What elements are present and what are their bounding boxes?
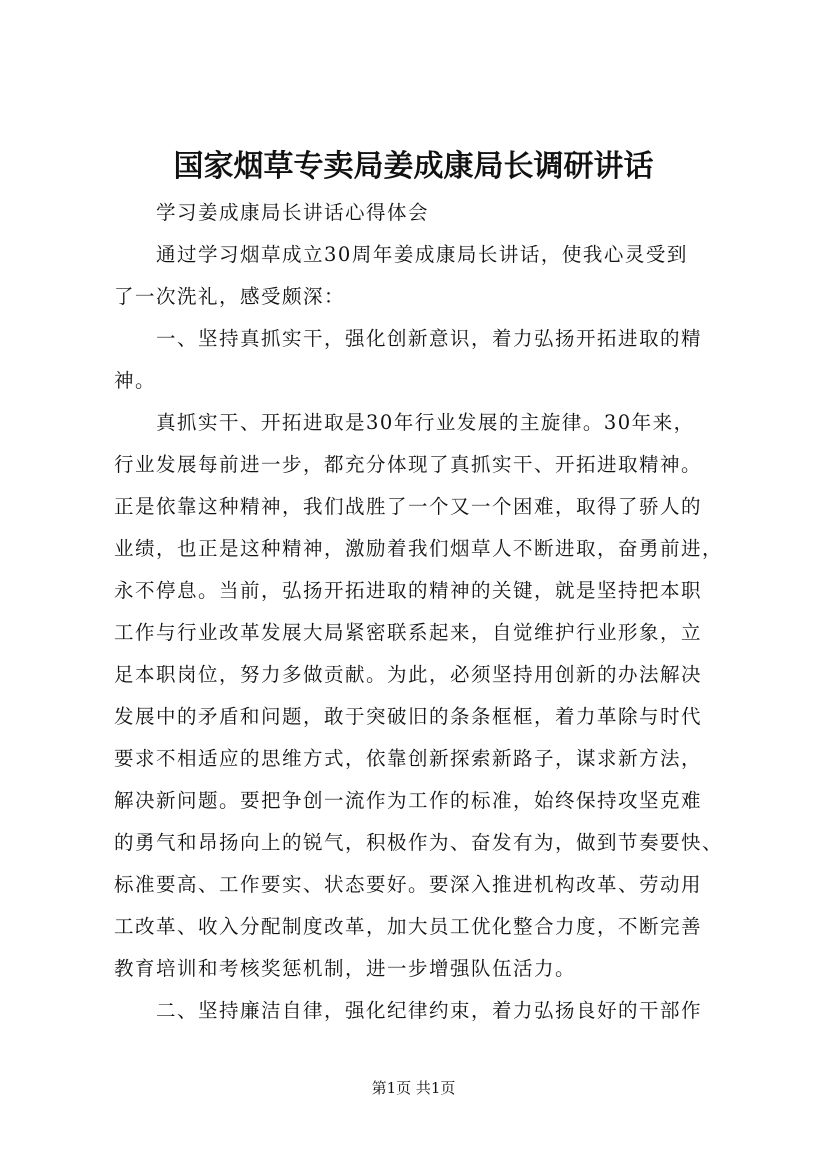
paragraph-line: 通过学习烟草成立30周年姜成康局长讲话，使我心灵受到 [156,243,688,266]
paragraph-line: 解决新问题。要把争创一流作为工作的标准，始终保持攻坚克难 [114,789,703,812]
paragraph-line: 的勇气和昂扬向上的锐气，积极作为、奋发有为，做到节奏要快、 [114,831,724,854]
page-footer: 第1页 共1页 [371,1079,456,1097]
paragraph-line: 永不停息。当前，弘扬开拓进取的精神的关键，就是坚持把本职 [114,579,703,602]
paragraph-line: 标准要高、工作要实、状态要好。要深入推进机构改革、劳动用 [114,873,703,896]
paragraph-line: 了一次洗礼，感受颇深： [114,285,346,308]
paragraph-line: 发展中的矛盾和问题，敢于突破旧的条条框框，着力革除与时代 [114,705,703,728]
document-title: 国家烟草专卖局姜成康局长调研讲话 [173,149,654,184]
section-heading-line: 神。 [114,369,157,392]
paragraph-line: 业绩，也正是这种精神，激励着我们烟草人不断进取，奋勇前进， [114,537,724,560]
section-heading-line: 二、坚持廉洁自律，强化纪律约束，着力弘扬良好的干部作 [156,999,703,1022]
subtitle-line: 学习姜成康局长讲话心得体会 [156,201,430,224]
paragraph-line: 工作与行业改革发展大局紧密联系起来，自觉维护行业形象，立 [114,621,703,644]
paragraph-line: 教育培训和考核奖惩机制，进一步增强队伍活力。 [114,957,577,980]
section-heading-line: 一、坚持真抓实干，强化创新意识，着力弘扬开拓进取的精 [156,327,703,350]
paragraph-line: 真抓实干、开拓进取是30年行业发展的主旋律。30年来， [156,411,695,434]
paragraph-line: 足本职岗位，努力多做贡献。为此，必须坚持用创新的办法解决 [114,663,703,686]
paragraph-line: 正是依靠这种精神，我们战胜了一个又一个困难，取得了骄人的 [114,495,703,518]
paragraph-line: 工改革、收入分配制度改革，加大员工优化整合力度，不断完善 [114,915,703,938]
paragraph-line: 行业发展每前进一步，都充分体现了真抓实干、开拓进取精神。 [114,453,703,476]
paragraph-line: 要求不相适应的思维方式，依靠创新探索新路子，谋求新方法， [114,747,703,770]
